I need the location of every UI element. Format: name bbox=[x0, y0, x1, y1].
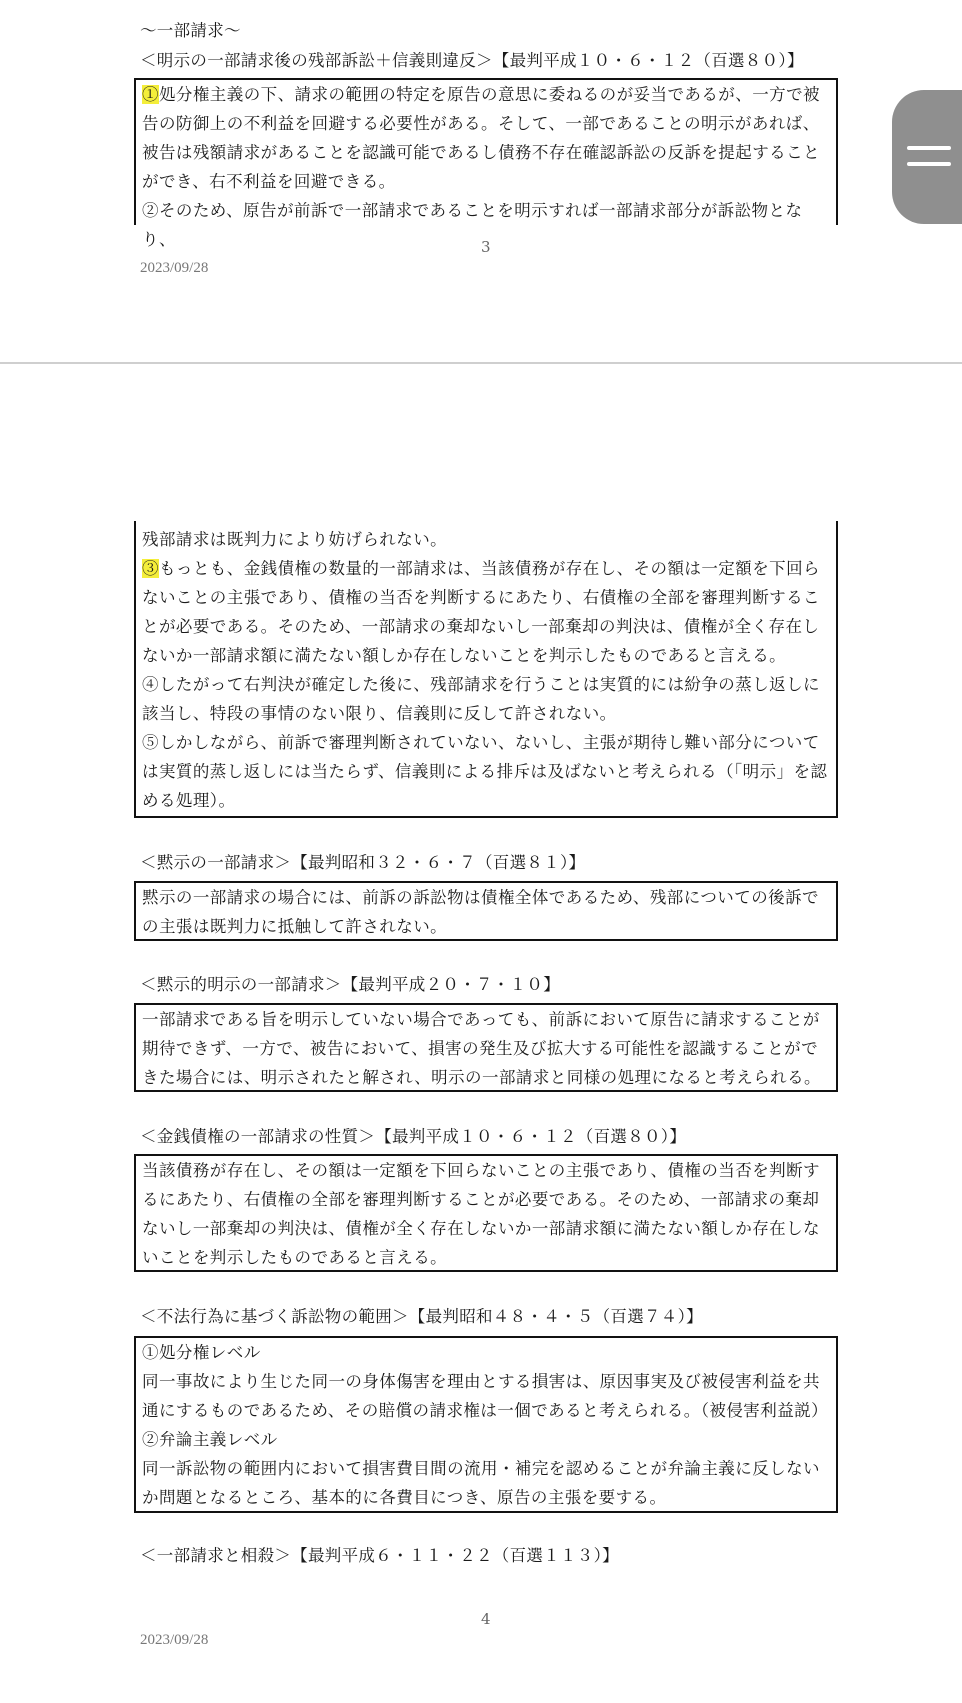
sub-heading: ②弁論主義レベル bbox=[142, 1430, 278, 1449]
item-marker: ③ bbox=[142, 559, 159, 578]
sub-heading: ①処分権レベル bbox=[142, 1343, 261, 1362]
page-separator bbox=[0, 362, 962, 364]
item-marker: ① bbox=[142, 85, 159, 104]
paragraph: 黙示の一部請求の場合には、前訴の訴訟物は債権全体であるため、残部についての後訴での主張は既判力に抵触して許されない。 bbox=[142, 888, 820, 936]
case-summary-box bbox=[134, 1336, 838, 1513]
paragraph: 同一訴訟物の範囲内において損害費目間の流用・補完を認めることが弁論主義に反しないか問題となるところ、基本的に各費目につき、原告の主張を要する。 bbox=[142, 1459, 820, 1507]
section-heading: ＜不法行為に基づく訴訟物の範囲＞【最判昭和４８・４・５（百選７４）】 bbox=[140, 1307, 703, 1326]
case-summary-box bbox=[134, 1154, 838, 1272]
case-summary-box bbox=[134, 1003, 838, 1092]
section-heading: ＜黙示的明示の一部請求＞【最判平成２０・７・１０】 bbox=[140, 975, 560, 994]
paragraph: 一部請求である旨を明示していない場合であっても、前訴において原告に請求することが期待できず、一方で、被告において、損害の発生及び拡大する可能性を認識することができた場合には、明示されたと解され、明示の一部請求と同様の処理になると考えられる。 bbox=[142, 1010, 821, 1087]
case-summary-box bbox=[134, 881, 838, 941]
page-number: 4 bbox=[481, 1610, 491, 1628]
paragraph-5: ⑤しかしながら、前訴で審理判断されていない、ないし、主張が期待し難い部分については実質的蒸し返しには当たらず、信義則による排斥は及ばないと考えられる（「明示」を認める処理）。 bbox=[142, 733, 828, 810]
section-heading: ＜明示の一部請求後の残部訴訟＋信義則違反＞【最判平成１０・６・１２（百選８０）】 bbox=[140, 51, 804, 70]
paragraph-1: ①処分権主義の下、請求の範囲の特定を原告の意思に委ねるのが妥当であるが、一方で被告の防御上の不利益を回避する必要性がある。そして、一部であることの明示があれば、被告は残額請求があることを認識可能であるし債務不存在確認訴訟の反訴を提起することができ、右不利益を回避できる。 bbox=[142, 85, 821, 191]
page-date: 2023/09/28 bbox=[140, 260, 209, 276]
paragraph-4: ④したがって右判決が確定した後に、残部請求を行うことは実質的には紛争の蒸し返しに該当し、特段の事情のない限り、信義則に反して許されない。 bbox=[142, 675, 820, 723]
paragraph-3: ③もっとも、金銭債権の数量的一部請求は、当該債務が存在し、その額は一定額を下回らないことの主張であり、債権の当否を判断するにあたり、右債権の全部を審理判断することが必要である。そのため、一部請求の棄却ないし一部棄却の判決は、債権が全く存在しないか一部請求額に満たない額しか存在しないことを判示したものであると言える。 bbox=[142, 559, 821, 665]
paragraph: 同一事故により生じた同一の身体傷害を理由とする損害は、原因事実及び被侵害利益を共通にするものであるため、その賠償の請求権は一個であると考えられる。（被侵害利益説） bbox=[142, 1372, 829, 1420]
section-heading: ＜黙示の一部請求＞【最判昭和３２・６・７（百選８１）】 bbox=[140, 853, 586, 872]
case-summary-box-continued bbox=[134, 521, 838, 818]
menu-button[interactable] bbox=[892, 90, 962, 224]
section-heading: ＜金銭債権の一部請求の性質＞【最判平成１０・６・１２（百選８０）】 bbox=[140, 1127, 687, 1146]
paragraph: 当該債務が存在し、その額は一定額を下回らないことの主張であり、債権の当否を判断するにあたり、右債権の全部を審理判断することが必要である。そのため、一部請求の棄却ないし一部棄却の判決は、債権が全く存在しないか一部請求額に満たない額しか存在しないことを判示したものであると言える。 bbox=[142, 1161, 820, 1267]
paragraph-continued: 残部請求は既判力により妨げられない。 bbox=[142, 530, 448, 549]
page-date: 2023/09/28 bbox=[140, 1632, 209, 1648]
paragraph-2: ②そのため、原告が前訴で一部請求であることを明示すれば一部請求部分が訴訟物となり、 bbox=[142, 201, 803, 249]
section-title: 〜一部請求〜 bbox=[140, 21, 241, 40]
page-number: 3 bbox=[481, 238, 491, 256]
case-summary-box bbox=[134, 78, 838, 249]
section-heading: ＜一部請求と相殺＞【最判平成６・１１・２２（百選１１３）】 bbox=[140, 1546, 619, 1565]
